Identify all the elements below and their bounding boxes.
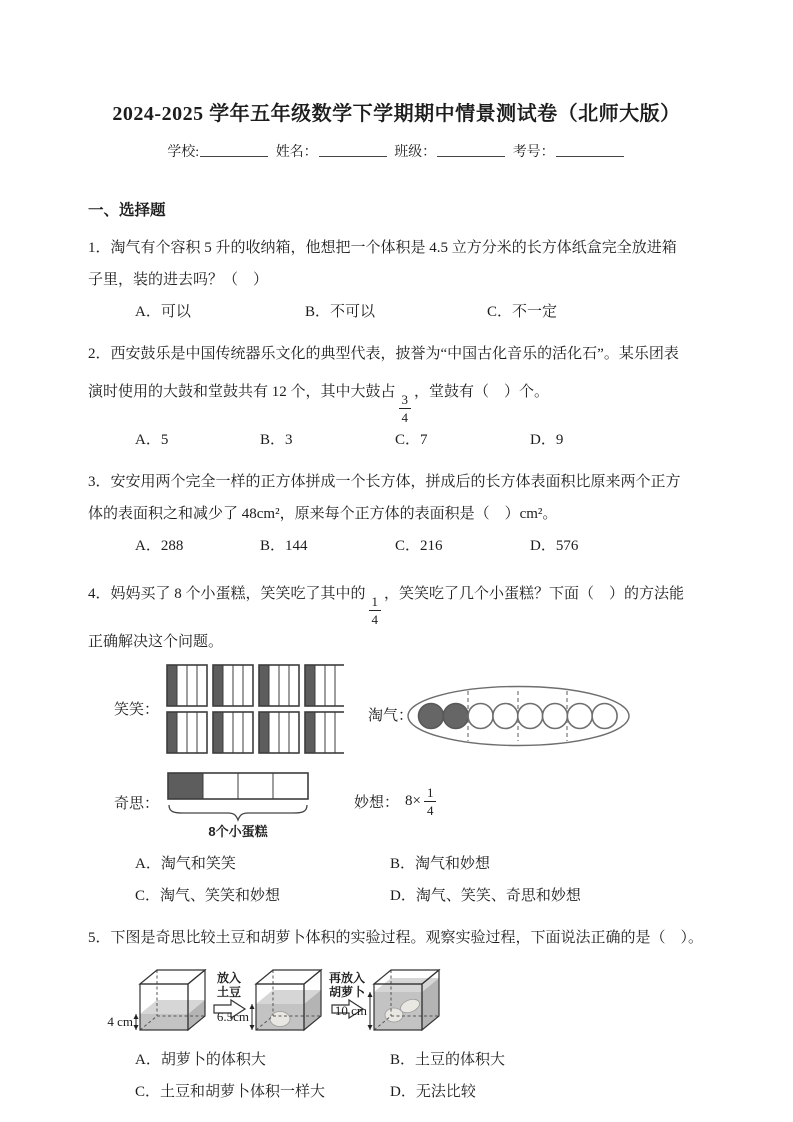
exam-number-label: 考号： [512,145,555,160]
qisi-caption: 8个小蛋糕 [208,824,268,839]
q4-line1-post: ，笑笑吃了几个小蛋糕？下面（ ）的方法能 [384,586,685,602]
q3-option-b: B．144 [260,538,308,554]
arrow1-label-line2: 土豆 [216,985,242,999]
question-2-line2 [88,370,705,424]
name-label: 姓名： [275,145,318,160]
question-1-line1: 1．淘气有个容积 5 升的收纳箱，他想把一个体积是 4.5 立方分米的长方体纸盒完全放进箱 [88,240,677,256]
student-info-line [88,142,705,164]
question-3-line2: 体的表面积之和减少了 48cm²，原来每个正方体的表面积是（ ）cm²。 [88,506,558,522]
question-4-line2: 正确解决这个问题。 [88,634,224,650]
question-4-line1 [88,572,705,626]
measure-4cm: 4 cm [107,1014,133,1029]
name-field [276,145,389,160]
name-blank [319,144,387,157]
q3-option-d: D．576 [530,538,579,554]
q2-option-b: B．3 [260,432,293,448]
question-4-figure [88,662,705,848]
q4-option-d: D．淘气、笑笑、奇思和妙想 [390,888,581,904]
question-4-options-row1 [88,848,705,880]
question-2 [88,338,705,456]
q4-option-b: B．淘气和妙想 [390,856,491,872]
taoqi-label: 淘气： [368,708,414,724]
q2-line2-post: ，堂鼓有（ ）个。 [414,384,550,400]
fraction-1-4: $\frac{1}{4}$ [369,595,382,626]
question-1-line2: 子里，装的进去吗？（ ） [88,272,269,288]
miaoxiang-label: 妙想： [354,795,400,811]
school-blank [200,144,268,157]
q2-option-a: A．5 [135,432,169,448]
q4-option-a: A．淘气和笑笑 [135,856,236,872]
volume-experiment-figure [98,962,458,1040]
school-label: 学校: [167,145,200,160]
measure-6-5cm: 6.5cm [216,1009,249,1024]
question-5-options-row2 [88,1076,705,1108]
q2-option-d: D．9 [530,432,564,448]
class-label: 班级： [394,145,437,160]
fraction-3-4: $\frac{3}{4}$ [399,393,412,424]
taoqi-circles-figure [406,684,631,748]
miaoxiang-expression [354,786,439,817]
xiaoxiao-cakes-figure [166,664,344,754]
qisi-label: 奇思： [114,796,160,812]
question-2-options [88,424,705,456]
q3-option-c: C．216 [395,538,443,554]
arrow2-label-line1: 再放入 [328,971,366,985]
arrow2-label-line2: 胡萝卜 [328,985,366,999]
question-5-figure [88,960,705,1044]
question-5-line1: 5．下图是奇思比较土豆和胡萝卜体积的实验过程。观察实验过程，下面说法正确的是（ ）。 [88,930,704,946]
q4-line1-pre: 4．妈妈买了 8 个小蛋糕，笑笑吃了其中的 [88,586,366,602]
question-2-line1: 2．西安鼓乐是中国传统器乐文化的典型代表，披誉为“中国古化音乐的活化石”。某乐团表 [88,346,679,362]
exam-number-field [513,145,626,160]
exam-number-blank [556,144,624,157]
q1-option-b: B．不可以 [305,304,376,320]
class-blank [437,144,505,157]
question-3-options [88,530,705,562]
qisi-bar-figure [166,772,316,840]
q1-option-c: C．不一定 [487,304,558,320]
q1-option-a: A．可以 [135,304,191,320]
question-4 [88,572,705,912]
miaoxiang-expr-pre: 8× [405,793,421,809]
q5-option-c: C．土豆和胡萝卜体积一样大 [135,1084,326,1100]
q2-line2-pre: 演时使用的大鼓和堂鼓共有 12 个，其中大鼓占 [88,384,396,400]
question-5-options-row1 [88,1044,705,1076]
question-3 [88,466,705,562]
q5-option-d: D．无法比较 [390,1084,476,1100]
question-4-options-row2 [88,880,705,912]
miaoxiang-fraction: $\frac{1}{4}$ [424,786,437,817]
question-3-line1: 3．安安用两个完全一样的正方体拼成一个长方体，拼成后的长方体表面积比原来两个正方 [88,474,681,490]
q5-option-b: B．土豆的体积大 [390,1052,506,1068]
section-heading-choice: 一、选择题 [88,202,166,219]
xiaoxiao-label: 笑笑： [114,702,160,718]
q3-option-a: A．288 [135,538,184,554]
class-field [394,145,507,160]
arrow1-label-line1: 放入 [216,971,242,985]
question-1 [88,232,705,328]
school-field [167,145,270,160]
q4-option-c: C．淘气、笑笑和妙想 [135,888,281,904]
question-5 [88,922,705,1108]
q2-option-c: C．7 [395,432,428,448]
question-1-options [88,296,705,328]
measure-10cm: 10 cm [334,1003,367,1018]
page-title: 2024-2025 学年五年级数学下学期期中情景测试卷（北师大版） [112,103,681,125]
q5-option-a: A．胡萝卜的体积大 [135,1052,266,1068]
